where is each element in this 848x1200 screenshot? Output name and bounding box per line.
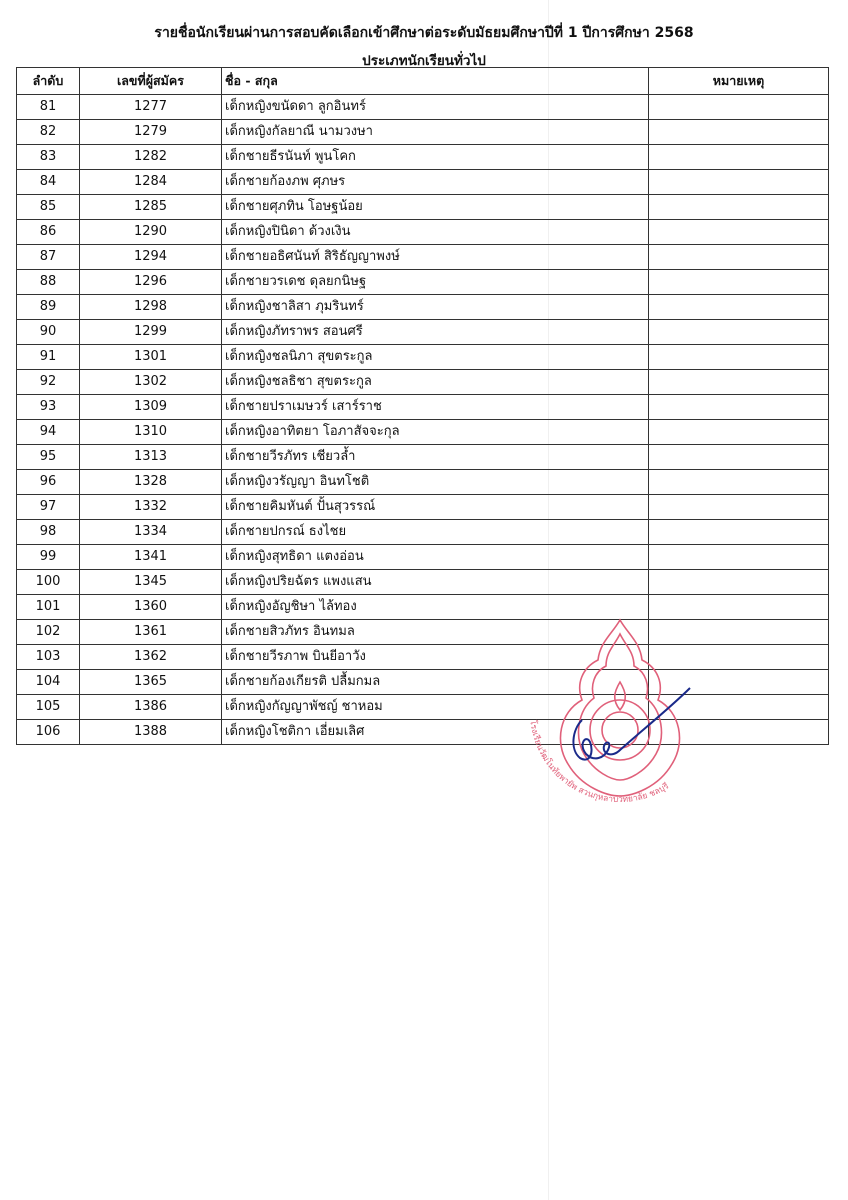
applicant-number-cell: 1299 xyxy=(80,320,222,345)
student-name-cell: เด็กหญิงขนัดดา ลูกอินทร์ xyxy=(222,95,649,120)
note-cell xyxy=(649,395,829,420)
table-row xyxy=(17,670,829,695)
note-cell xyxy=(649,495,829,520)
column-header-name: ชื่อ - สกุล xyxy=(222,68,649,95)
note-cell xyxy=(649,95,829,120)
student-name-cell: เด็กหญิงกัญญาพัชญ์ ชาหอม xyxy=(222,695,649,720)
student-list-table xyxy=(16,67,829,745)
applicant-number-cell: 1345 xyxy=(80,570,222,595)
applicant-number-cell: 1360 xyxy=(80,595,222,620)
student-name-cell: เด็กชายวรเดช ดุลยกนิษฐ xyxy=(222,270,649,295)
note-cell xyxy=(649,695,829,720)
table-row xyxy=(17,645,829,670)
note-cell xyxy=(649,620,829,645)
student-name-cell: เด็กหญิงกัลยาณี นามวงษา xyxy=(222,120,649,145)
applicant-number-cell: 1388 xyxy=(80,720,222,745)
student-name-cell: เด็กชายสิวภัทร อินทมล xyxy=(222,620,649,645)
table-row xyxy=(17,495,829,520)
student-name-cell: เด็กชายธีรนันท์ พูนโคก xyxy=(222,145,649,170)
student-name-cell: เด็กหญิงปริยฉัตร แพงแสน xyxy=(222,570,649,595)
table-header-row xyxy=(17,68,829,95)
applicant-number-cell: 1365 xyxy=(80,670,222,695)
table-row xyxy=(17,420,829,445)
student-name-cell: เด็กชายปกรณ์ ธงไชย xyxy=(222,520,649,545)
table-row xyxy=(17,445,829,470)
note-cell xyxy=(649,670,829,695)
note-cell xyxy=(649,445,829,470)
table-row xyxy=(17,570,829,595)
applicant-number-cell: 1290 xyxy=(80,220,222,245)
student-name-cell: เด็กหญิงโชติกา เอี่ยมเลิศ xyxy=(222,720,649,745)
row-number-cell: 86 xyxy=(17,220,80,245)
row-number-cell: 105 xyxy=(17,695,80,720)
applicant-number-cell: 1341 xyxy=(80,545,222,570)
table-row xyxy=(17,270,829,295)
row-number-cell: 88 xyxy=(17,270,80,295)
student-name-cell: เด็กหญิงภัทราพร สอนศรี xyxy=(222,320,649,345)
note-cell xyxy=(649,170,829,195)
table-row xyxy=(17,145,829,170)
note-cell xyxy=(649,120,829,145)
table-row xyxy=(17,595,829,620)
note-cell xyxy=(649,470,829,495)
row-number-cell: 83 xyxy=(17,145,80,170)
student-name-cell: เด็กหญิงสุทธิดา แตงอ่อน xyxy=(222,545,649,570)
applicant-number-cell: 1296 xyxy=(80,270,222,295)
note-cell xyxy=(649,520,829,545)
table-row xyxy=(17,195,829,220)
student-name-cell: เด็กชายอธิศนันท์ สิริธัญญาพงษ์ xyxy=(222,245,649,270)
row-number-cell: 92 xyxy=(17,370,80,395)
row-number-cell: 84 xyxy=(17,170,80,195)
table-row xyxy=(17,720,829,745)
student-name-cell: เด็กหญิงวรัญญา อินทโชติ xyxy=(222,470,649,495)
row-number-cell: 95 xyxy=(17,445,80,470)
applicant-number-cell: 1294 xyxy=(80,245,222,270)
applicant-number-cell: 1277 xyxy=(80,95,222,120)
note-cell xyxy=(649,370,829,395)
row-number-cell: 100 xyxy=(17,570,80,595)
table-row xyxy=(17,95,829,120)
note-cell xyxy=(649,570,829,595)
note-cell xyxy=(649,295,829,320)
applicant-number-cell: 1386 xyxy=(80,695,222,720)
student-name-cell: เด็กชายวีรภาพ บินยีอาวัง xyxy=(222,645,649,670)
table-row xyxy=(17,695,829,720)
student-name-cell: เด็กชายศุภทิน โอษฐน้อย xyxy=(222,195,649,220)
row-number-cell: 104 xyxy=(17,670,80,695)
applicant-number-cell: 1309 xyxy=(80,395,222,420)
row-number-cell: 81 xyxy=(17,95,80,120)
applicant-number-cell: 1301 xyxy=(80,345,222,370)
row-number-cell: 106 xyxy=(17,720,80,745)
table-row xyxy=(17,170,829,195)
row-number-cell: 97 xyxy=(17,495,80,520)
row-number-cell: 90 xyxy=(17,320,80,345)
student-name-cell: เด็กหญิงปินิดา ด้วงเงิน xyxy=(222,220,649,245)
row-number-cell: 103 xyxy=(17,645,80,670)
table-row xyxy=(17,245,829,270)
student-name-cell: เด็กหญิงชลธิชา สุขตระกูล xyxy=(222,370,649,395)
row-number-cell: 82 xyxy=(17,120,80,145)
student-name-cell: เด็กหญิงอาทิตยา โอภาสัจจะกุล xyxy=(222,420,649,445)
document-title: รายชื่อนักเรียนผ่านการสอบคัดเลือกเข้าศึกษาต่อระดับมัธยมศึกษาปีที่ 1 ปีการศึกษา 2568 xyxy=(154,25,694,41)
row-number-cell: 101 xyxy=(17,595,80,620)
student-name-cell: เด็กชายปราเมษวร์ เสาร์ราช xyxy=(222,395,649,420)
row-number-cell: 89 xyxy=(17,295,80,320)
applicant-number-cell: 1313 xyxy=(80,445,222,470)
row-number-cell: 98 xyxy=(17,520,80,545)
row-number-cell: 91 xyxy=(17,345,80,370)
column-header-applicant: เลขที่ผู้สมัคร xyxy=(80,68,222,95)
applicant-number-cell: 1284 xyxy=(80,170,222,195)
table-row xyxy=(17,395,829,420)
row-number-cell: 93 xyxy=(17,395,80,420)
document-subtitle: ประเภทนักเรียนทั่วไป xyxy=(362,53,486,69)
table-row xyxy=(17,120,829,145)
table-row xyxy=(17,370,829,395)
student-name-cell: เด็กหญิงอัญชิษา ไล้ทอง xyxy=(222,595,649,620)
table-row xyxy=(17,320,829,345)
note-cell xyxy=(649,195,829,220)
row-number-cell: 87 xyxy=(17,245,80,270)
applicant-number-cell: 1298 xyxy=(80,295,222,320)
student-name-cell: เด็กชายคิมหันต์ ปั้นสุวรรณ์ xyxy=(222,495,649,520)
table-row xyxy=(17,545,829,570)
note-cell xyxy=(649,595,829,620)
table-row xyxy=(17,220,829,245)
note-cell xyxy=(649,245,829,270)
table-row xyxy=(17,470,829,495)
applicant-number-cell: 1279 xyxy=(80,120,222,145)
table-row xyxy=(17,295,829,320)
row-number-cell: 102 xyxy=(17,620,80,645)
seal-text: โรงเรียนวัฒโนทัยพายัพ สวนกุหลาบวิทยาลัย ชลบุรี xyxy=(527,719,671,806)
note-cell xyxy=(649,545,829,570)
table-row xyxy=(17,620,829,645)
row-number-cell: 85 xyxy=(17,195,80,220)
row-number-cell: 94 xyxy=(17,420,80,445)
student-name-cell: เด็กชายวีรภัทร เชียวล้ำ xyxy=(222,445,649,470)
note-cell xyxy=(649,720,829,745)
note-cell xyxy=(649,220,829,245)
applicant-number-cell: 1282 xyxy=(80,145,222,170)
applicant-number-cell: 1362 xyxy=(80,645,222,670)
note-cell xyxy=(649,420,829,445)
student-name-cell: เด็กหญิงชาลิสา ภุมรินทร์ xyxy=(222,295,649,320)
row-number-cell: 99 xyxy=(17,545,80,570)
table-row xyxy=(17,520,829,545)
column-header-no: ลำดับ xyxy=(17,68,80,95)
applicant-number-cell: 1310 xyxy=(80,420,222,445)
table-row xyxy=(17,345,829,370)
note-cell xyxy=(649,320,829,345)
student-name-cell: เด็กชายก้องเกียรติ ปลื้มกมล xyxy=(222,670,649,695)
note-cell xyxy=(649,270,829,295)
applicant-number-cell: 1332 xyxy=(80,495,222,520)
student-name-cell: เด็กชายก้องภพ ศุภษร xyxy=(222,170,649,195)
table-body xyxy=(17,95,829,745)
applicant-number-cell: 1328 xyxy=(80,470,222,495)
applicant-number-cell: 1302 xyxy=(80,370,222,395)
note-cell xyxy=(649,645,829,670)
note-cell xyxy=(649,145,829,170)
applicant-number-cell: 1361 xyxy=(80,620,222,645)
row-number-cell: 96 xyxy=(17,470,80,495)
student-name-cell: เด็กหญิงชลนิภา สุขตระกูล xyxy=(222,345,649,370)
applicant-number-cell: 1285 xyxy=(80,195,222,220)
column-header-note: หมายเหตุ xyxy=(649,68,829,95)
note-cell xyxy=(649,345,829,370)
applicant-number-cell: 1334 xyxy=(80,520,222,545)
